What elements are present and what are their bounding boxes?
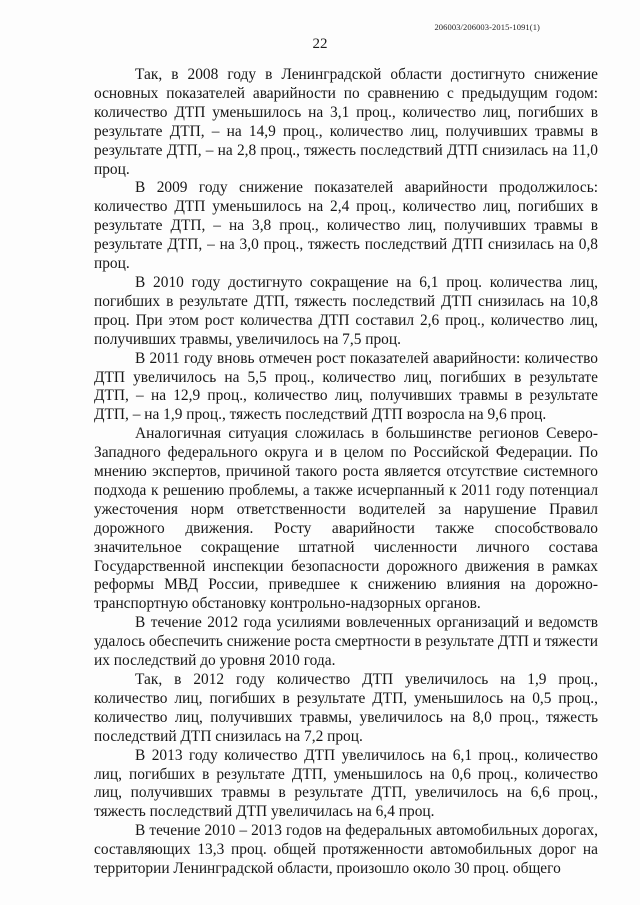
paragraph-federal-roads: В течение 2010 – 2013 годов на федеральных автомобильных дорогах, составляющих 13,3 проц. общей протяженности автомобильных дорог на территории Ленинградской области, произошло около 30 проц. общего [94, 822, 598, 878]
paragraph-2011: В 2011 году вновь отмечен рост показателей аварийности: количество ДТП увеличилось на 5,5 проц., количество лиц, погибших в результате ДТП, – на 12,9 проц., количество лиц, получивших травмы в результате ДТП, – на 1,9 проц., тяжесть последствий ДТП возросла на 9,6 проц. [94, 349, 598, 424]
document-code: 206003/206003-2015-1091(1) [434, 22, 540, 32]
paragraph-2009: В 2009 году снижение показателей аварийности продолжилось: количество ДТП уменьшилось на 2,4 проц., количество лиц, погибших в результате ДТП, – на 3,8 проц., количество лиц, получивших травмы в результате ДТП, – на 3,0 проц., тяжесть последствий ДТП снизилась на 0,8 проц. [94, 179, 598, 273]
paragraph-2010: В 2010 году достигнуто сокращение на 6,1 проц. количества лиц, погибших в результате ДТП, тяжесть последствий ДТП снизилась на 10,8 проц. При этом рост количества ДТП составил 2,6 проц., количество лиц, получивших травмы, увеличилось на 7,5 проц. [94, 273, 598, 348]
paragraph-2012-efforts: В течение 2012 года усилиями вовлеченных организаций и ведомств удалось обеспечить снижение роста смертности в результате ДТП и тяжести их последствий до уровня 2010 года. [94, 614, 598, 670]
paragraph-regional-situation: Аналогичная ситуация сложилась в большинстве регионов Северо-Западного федерального округа и в целом по Российской Федерации. По мнению экспертов, причиной такого роста является отсутствие системного подхода к решению проблемы, а также исчерпанный к 2011 году потенциал ужесточения норм ответственности водителей за нарушение Правил дорожного движения. Росту аварийности также способствовало значительное сокращение штатной численности личного состава Государственной инспекции безопасности дорожного движения в рамках реформы МВД России, приведшее к снижению влияния на дорожно-транспортную обстановку контрольно-надзорных органов. [94, 425, 598, 613]
paragraph-2012: Так, в 2012 году количество ДТП увеличилось на 1,9 проц., количество лиц, погибших в результате ДТП, уменьшилось на 0,5 проц., количество лиц, получивших травмы, увеличилось на 8,0 проц., тяжесть последствий ДТП снизилась на 7,2 проц. [94, 671, 598, 745]
paragraph-2013: В 2013 году количество ДТП увеличилось на 6,1 проц., количество лиц, погибших в результате ДТП, уменьшилось на 0,6 проц., количество лиц, получивших травмы в результате ДТП, увеличилось на 6,6 проц., тяжесть последствий ДТП увеличилась на 6,4 проц. [94, 746, 598, 821]
page-number: 22 [312, 36, 328, 52]
body-text [94, 66, 598, 879]
paragraph-2008: Так, в 2008 году в Ленинградской области достигнуто снижение основных показателей аварийности по сравнению с предыдущим годом: количество ДТП уменьшилось на 3,1 проц., количество лиц, погибших в результате ДТП, – на 14,9 проц., количество лиц, получивших травмы в результате ДТП, – на 2,8 проц., тяжесть последствий ДТП снизилась на 11,0 проц. [94, 66, 598, 178]
